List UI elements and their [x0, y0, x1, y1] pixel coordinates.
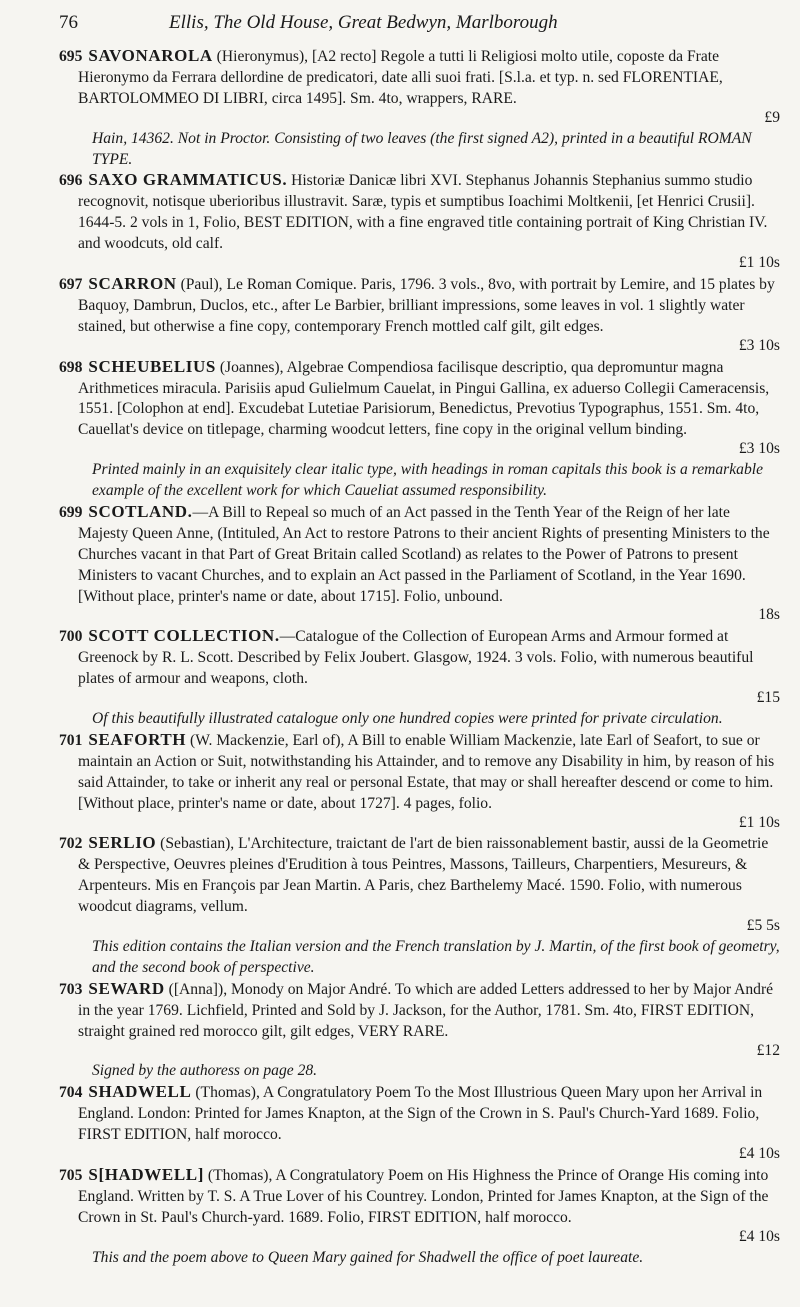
entry-number: 705: [59, 1166, 83, 1184]
entry-number: 696: [59, 172, 83, 190]
entry-description: (Paul), Le Roman Comique. Paris, 1796. 3 vols., 8vo, with portrait by Lemire, and 15 plates by Baquoy, Dambrun, Duclos, etc., after Le Barbier, brilliant impressions, some leaves in vol. 1 slightly water stained, but otherwise a fine copy, contemporary French mottled calf gilt, gilt edges.: [78, 275, 775, 335]
entry-description: (Joannes), Algebrae Compendiosa facilisque descriptio, qua depromuntur magna Arithmetices miracula. Parisiis apud Gulielmum Cauelat, in Pingui Gallina, ex aduerso Collegii Cameracensis, 1551. [Colophon at end]. Excudebat Lutetiae Parisiorum, Benedictus, Prevotius Typographus, 1551. Sm. 4to, Cauellat's device on titlepage, charming woodcut letters, fine copy in the original vellum binding.: [78, 358, 770, 439]
catalogue-entry: [59, 730, 780, 834]
entry-number: 695: [59, 48, 83, 65]
entry-heading: SEWARD: [88, 978, 165, 998]
entry-heading: SAXO GRAMMATICUS.: [88, 170, 288, 190]
catalogue-entry: [59, 170, 780, 274]
page-header: [59, 12, 780, 46]
entry-number: 698: [59, 358, 83, 376]
entry-price: £15: [756, 689, 780, 707]
entry-price: £4 10s: [738, 1145, 780, 1163]
entry-description: (Sebastian), L'Architecture, traictant de l'art de bien raissonablement bastir, aussi de la Geometrie & Perspective, Oeuvres pleines d'Erudition à tous Peintres, Massons, Tailleurs, Charpentiers, Mesureurs, & Arpenteurs. Mis en François par Jean Martin. A Paris, chez Barthelemy Macé. 1590. Folio, with numerous woodcut diagrams, vellum.: [78, 835, 769, 916]
entry-note: Printed mainly in an exquisitely clear italic type, with headings in roman capitals this book is a remarkable example of the excellent work for which Caueliat assumed responsibility.: [92, 461, 764, 500]
catalogue-entry: [59, 502, 780, 626]
entry-price: £9: [764, 108, 780, 126]
entry-heading: SAVONAROLA: [88, 46, 213, 65]
entry-description: —Catalogue of the Collection of European Arms and Armour formed at Greenock by R. L. Scott. Described by Felix Joubert. Glasgow, 1924. 3 vols. Folio, with numerous beautiful plates of armour and weapons, cloth.: [78, 628, 754, 688]
entry-note: This and the poem above to Queen Mary gained for Shadwell the office of poet laureate.: [92, 1248, 644, 1266]
entry-heading: SEAFORTH: [88, 729, 187, 749]
entry-price: £3 10s: [738, 440, 780, 458]
catalogue-entry: [59, 274, 780, 357]
entry-price: 18s: [758, 606, 780, 624]
entry-heading: SCOTLAND.: [88, 501, 193, 521]
entry-note: Signed by the authoress on page 28.: [92, 1062, 318, 1080]
entry-number: 701: [59, 731, 83, 749]
catalogue-entry: [59, 1165, 780, 1269]
entry-note: This edition contains the Italian version and the French translation by J. Martin, of the first book of geometry, and the second book of perspective.: [92, 937, 780, 976]
entry-number: 699: [59, 503, 83, 521]
catalogue-entry: [59, 1082, 780, 1165]
entry-price: £3 10s: [738, 336, 780, 354]
entry-price: £1 10s: [738, 254, 780, 272]
entry-description: ([Anna]), Monody on Major André. To which are added Letters addressed to her by Major André in the year 1769. Lichfield, Printed and Sold by J. Jackson, for the Author, 1781. Sm. 4to, FIRST EDITION, straight grained red morocco gilt, gilt edges, VERY RARE.: [78, 980, 774, 1040]
entry-heading: SCHEUBELIUS: [88, 356, 216, 376]
entry-number: 697: [59, 275, 83, 293]
entry-heading: SHADWELL: [88, 1082, 192, 1102]
entry-number: 704: [59, 1084, 83, 1102]
catalogue-entry: [59, 357, 780, 502]
catalogue-entry: [59, 626, 780, 730]
entry-number: 703: [59, 980, 83, 998]
entry-price: £12: [756, 1041, 780, 1059]
page-number: 76: [59, 12, 78, 33]
entry-price: £4 10s: [738, 1227, 780, 1245]
entry-heading: S[HADWELL]: [88, 1164, 204, 1184]
entry-description: (Thomas), A Congratulatory Poem To the Most Illustrious Queen Mary upon her Arrival in England. London: Printed for James Knapton, at the Sign of the Crown in S. Paul's Church-Yard 1689. Folio, FIRST EDITION, half morocco.: [78, 1084, 763, 1144]
entry-number: 700: [59, 628, 83, 646]
entry-number: 702: [59, 835, 83, 853]
entry-description: (Hieronymus), [A2 recto] Regole a tutti li Religiosi molto utile, coposte da Frate Hieronymo da Ferrara dellordine de predicatori, date alli suoi frati. [S.l.a. et typ. n. sed FLORENTIAE, BARTOLOMMEO DI LIBRI, circa 1495]. Sm. 4to, wrappers, RARE.: [78, 48, 723, 107]
entry-note: Hain, 14362. Not in Proctor. Consisting of two leaves (the first signed A2), printed in a beautiful ROMAN TYPE.: [92, 129, 752, 168]
entry-description: (Thomas), A Congratulatory Poem on His Highness the Prince of Orange His coming into England. Written by T. S. A True Lover of his Countrey. London, Printed for James Knapton, at the Sign of the Crown in St. Paul's Church-yard. 1689. Folio, FIRST EDITION, half morocco.: [78, 1166, 769, 1226]
entry-price: £5 5s: [746, 917, 780, 935]
entry-description: —A Bill to Repeal so much of an Act passed in the Tenth Year of the Reign of her late Majesty Queen Anne, (Intituled, An Act to restore Patrons to their ancient Rights of presenting Ministers to the Churches vacant in that Part of Great Britain called Scotland) as relates to the Power of Patrons to present Ministers to vacant Churches, and to explain an Act passed in the Parliament of Scotland, in the Year 1690. [Without place, printer's name or date, about 1715]. Folio, unbound.: [78, 503, 770, 605]
running-title: Ellis, The Old House, Great Bedwyn, Marlborough: [169, 12, 558, 33]
entry-heading: SCOTT COLLECTION.: [88, 626, 280, 646]
entry-description: Historiæ Danicæ libri XVI. Stephanus Johannis Stephanius summo studio recognovit, notisque uberioribus illustravit. Saræ, typis et sumptibus Ioachimi Moltkenii, [et Henrici Crusii]. 1644-5. 2 vols in 1, Folio, BEST EDITION, with a fine engraved title containing portrait of King Christian IV. and woodcuts, old calf.: [78, 172, 768, 253]
entry-heading: SCARRON: [88, 273, 177, 293]
catalogue-entry: [59, 833, 780, 978]
entry-heading: SERLIO: [88, 833, 157, 853]
catalogue-entries: [59, 46, 780, 1268]
catalogue-entry: [59, 979, 780, 1083]
entry-note: Of this beautifully illustrated catalogue only one hundred copies were printed for private circulation.: [92, 710, 723, 727]
entry-description: (W. Mackenzie, Earl of), A Bill to enable William Mackenzie, late Earl of Seafort, to sue or maintain an Action or Suit, notwithstanding his Attainder, and to remove any Disability in him, by reason of his said Attainder, to take or inherit any real or personal Estate, that may or shall hereafter descend or come to him. [Without place, printer's name or date, about 1727]. 4 pages, folio.: [78, 731, 775, 812]
entry-price: £1 10s: [738, 813, 780, 831]
catalogue-entry: [59, 46, 780, 170]
